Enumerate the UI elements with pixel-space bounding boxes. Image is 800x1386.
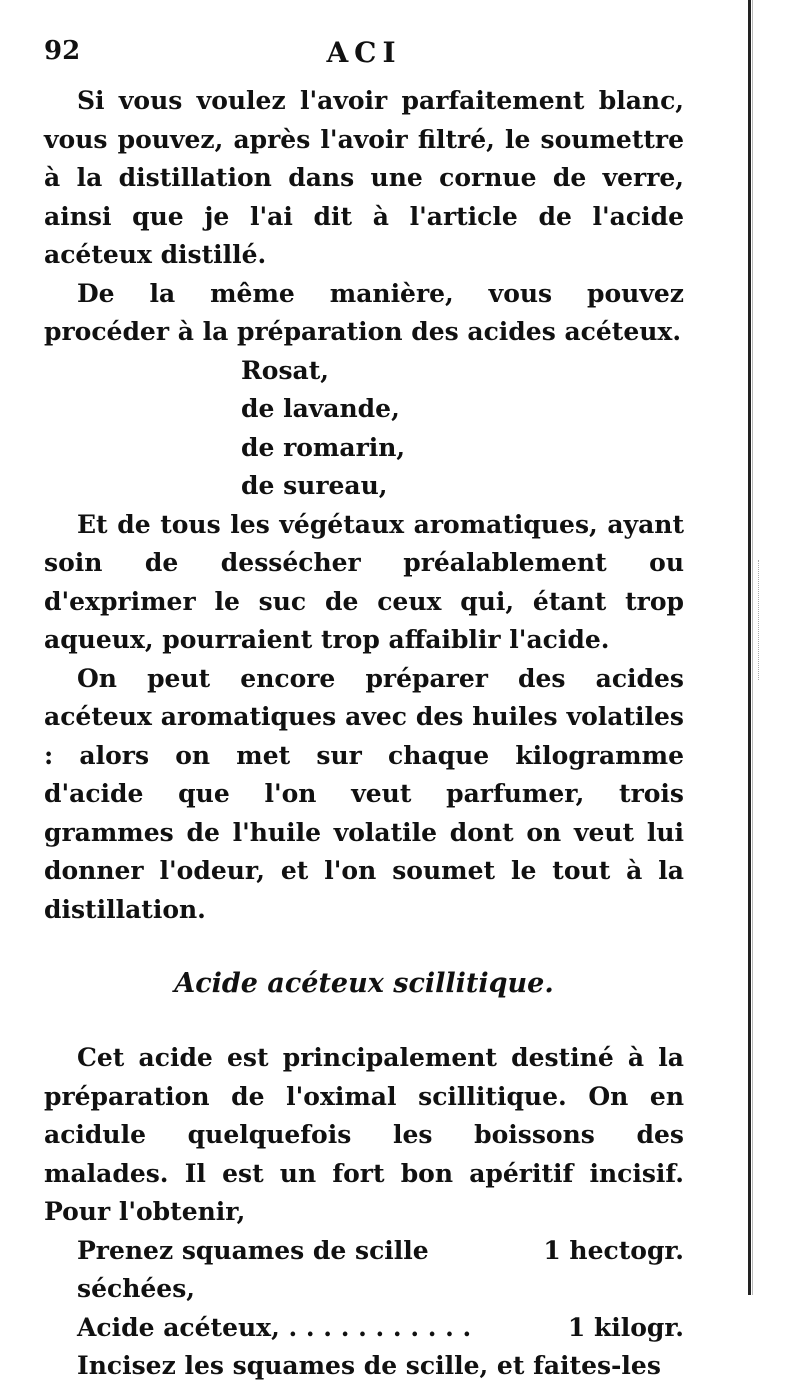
recipe-line xyxy=(77,1309,684,1348)
list-item: de lavande, xyxy=(241,394,400,423)
recipe-line xyxy=(77,1232,684,1309)
page-body xyxy=(44,82,684,1386)
paragraph-1: Si vous voulez l'avoir parfaitement blanc, vous pouvez, après l'avoir filtré, le soumettre à la distillation dans une cornue de verre, ainsi que je l'ai dit à l'article de l'acide acéteux distillé. xyxy=(44,86,684,269)
aromatic-acid-list xyxy=(241,352,684,506)
page-edge-shadow xyxy=(752,0,753,1295)
page-header xyxy=(44,36,684,76)
running-head: ACI xyxy=(326,36,402,69)
section-title: Acide acéteux scillitique. xyxy=(174,968,554,999)
final-line: Incisez les squames de scille, et faites-les xyxy=(77,1351,661,1380)
section-paragraph: Cet acide est principalement destiné à la préparation de l'oximal scillitique. On en acidule quelquefois les boissons des malades. Il est un fort bon apéritif incisif. Pour l'obtenir, xyxy=(44,1043,684,1226)
page-number: 92 xyxy=(44,36,81,66)
scan-specks xyxy=(758,560,761,680)
list-item: Rosat, xyxy=(241,355,329,385)
paragraph-2: De la même manière, vous pouvez procéder à la préparation des acides acéteux. xyxy=(44,278,684,346)
paragraph-3: Et de tous les végétaux aromatiques, ayant soin de dessécher préalablement ou d'exprimer le suc de ceux qui, étant trop aqueux, pourraient trop affaiblir l'acide. xyxy=(44,509,684,654)
page-binding-edge xyxy=(748,0,751,1295)
recipe-quantity: 1 kilogr. xyxy=(567,1312,684,1342)
list-item: de romarin, xyxy=(241,432,406,462)
recipe-ingredient: Acide acéteux, . . . . . . . . . . . xyxy=(77,1312,472,1342)
paragraph-4: On peut encore préparer des acides acéteux aromatiques avec des huiles volatiles : alors on met sur chaque kilogramme d'acide que l'on veut parfumer, trois grammes de l'huile volatile dont on veut lui donner l'odeur, et l'on soumet le tout à la distillation. xyxy=(44,663,684,924)
list-item: de sureau, xyxy=(241,471,388,500)
recipe-quantity: 1 hectogr. xyxy=(543,1235,684,1265)
recipe-ingredient: Prenez squames de scille séchées, xyxy=(77,1235,429,1303)
